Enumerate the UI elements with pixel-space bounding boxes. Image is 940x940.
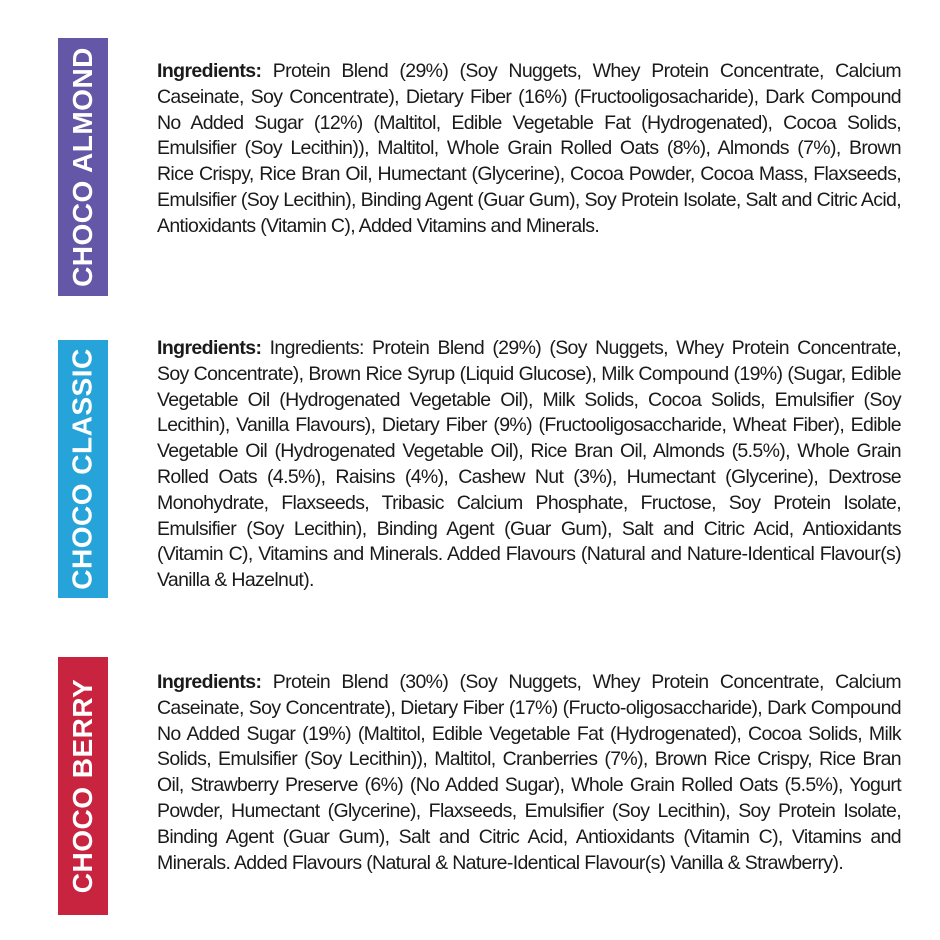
tab-choco-berry [58,657,108,915]
ingredients-text: Ingredients: Protein Blend (29%) (Soy Nuggets, Whey Protein Concentrate, Soy Concentrate), Brown Rice Syrup (Liquid Glucose), Milk Compound (19%) (Sugar, Edible Vegetable Oil (Hydrogenated Vegetable Oil), Milk Solids, Cocoa Solids, Emulsifier (Soy Lecithin), Vanilla Flavours), Dietary Fiber (9%) (Fructooligosaccharide, Wheat Fiber), Edible Vegetable Oil (Hydrogenated Vegetable Oil), Rice Bran Oil, Almonds (5.5%), Whole Grain Rolled Oats (4.5%), Raisins (4%), Cashew Nut (3%), Humectant (Glycerine), Dextrose Monohydrate, Flaxseeds, Tribasic Calcium Phosphate, Fructose, Soy Protein Isolate, Emulsifier (Soy Lecithin), Binding Agent (Guar Gum), Salt and Citric Acid, Antioxidants (Vitamin C), Vitamins and Minerals. Added Flavours (Natural and Nature-Identical Flavour(s) Vanilla & Hazelnut). [157,337,901,592]
ingredients-choco-berry [157,670,901,876]
ingredients-choco-almond [157,59,901,240]
tab-choco-almond [58,38,108,296]
ingredients-heading: Ingredients: [157,671,262,693]
ingredients-heading: Ingredients: [157,60,262,82]
ingredients-text: Protein Blend (30%) (Soy Nuggets, Whey Protein Concentrate, Calcium Caseinate, Soy Concentrate), Dietary Fiber (17%) (Fructo-oligosaccharide), Dark Compound No Added Sugar (19%) (Maltitol, Edible Vegetable Fat (Hydrogenated), Cocoa Solids, Milk Solids, Emulsifier (Soy Lecithin)), Maltitol, Cranberries (7%), Brown Rice Crispy, Rice Bran Oil, Strawberry Preserve (6%) (No Added Sugar), Whole Grain Rolled Oats (5.5%), Yogurt Powder, Humectant (Glycerine), Flaxseeds, Emulsifier (Soy Lecithin), Soy Protein Isolate, Binding Agent (Guar Gum), Salt and Citric Acid, Antioxidants (Vitamin C), Vitamins and Minerals. Added Flavours (Natural & Nature-Identical Flavour(s) Vanilla & Strawberry). [157,671,901,874]
tab-label-choco-almond: CHOCO ALMOND [67,47,98,287]
ingredients-heading: Ingredients: [157,337,262,359]
tab-label-choco-classic: CHOCO CLASSIC [67,348,98,590]
tab-choco-classic [58,340,108,598]
tab-label-choco-berry: CHOCO BERRY [67,678,99,894]
ingredients-choco-classic [157,336,901,594]
ingredients-text: Protein Blend (29%) (Soy Nuggets, Whey Protein Concentrate, Calcium Caseinate, Soy Concentrate), Dietary Fiber (16%) (Fructooligosacharide), Dark Compound No Added Sugar (12%) (Maltitol, Edible Vegetable Fat (Hydrogenated), Cocoa Solids, Emulsifier (Soy Lecithin)), Maltitol, Whole Grain Rolled Oats (8%), Almonds (7%), Brown Rice Crispy, Rice Bran Oil, Humectant (Glycerine), Cocoa Powder, Cocoa Mass, Flaxseeds, Emulsifier (Soy Lecithin), Binding Agent (Guar Gum), Soy Protein Isolate, Salt and Citric Acid, Antioxidants (Vitamin C), Added Vitamins and Minerals. [157,60,901,237]
